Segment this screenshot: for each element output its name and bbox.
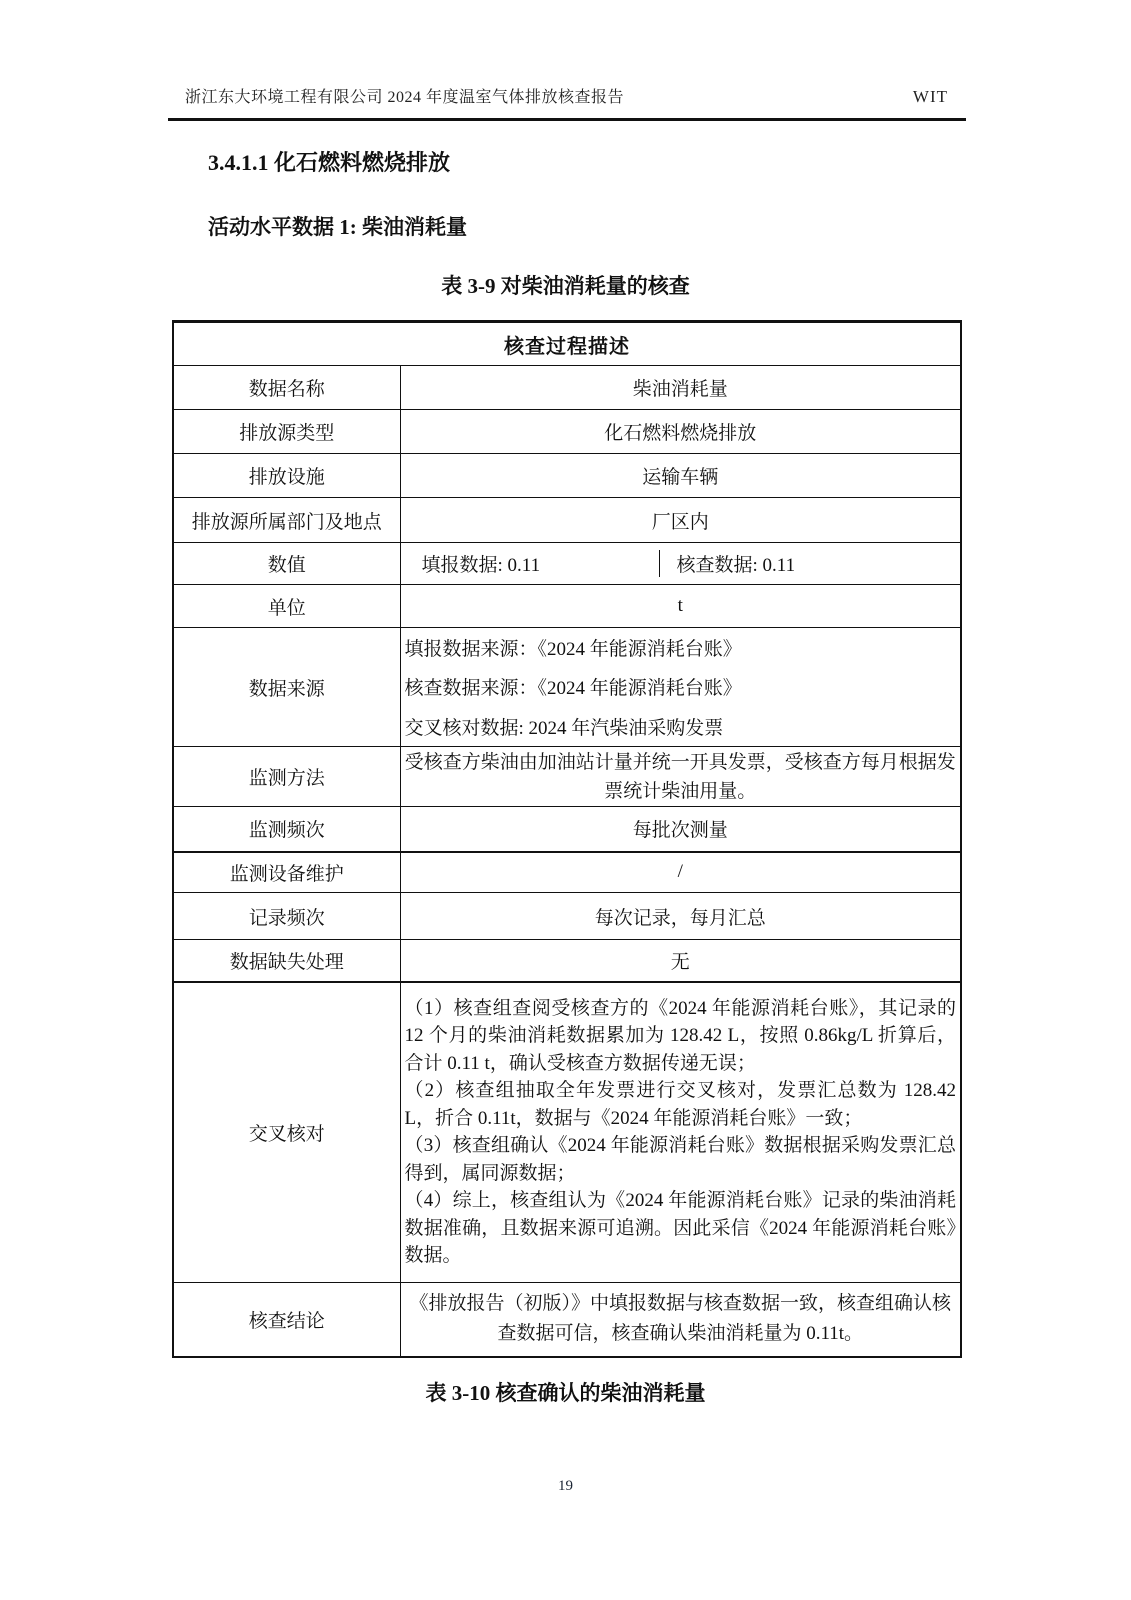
conclusion-cell: 《排放报告（初版）》中填报数据与核查数据一致，核查组确认核查数据可信，核查确认柴油消耗量为 0.11t。 [400, 1283, 961, 1357]
wit-logo: WIT [912, 87, 948, 106]
row-value: 柴油消耗量 [400, 366, 961, 410]
table-row [173, 366, 961, 410]
row-label: 数据缺失处理 [173, 940, 400, 982]
row-label: 监测设备维护 [173, 852, 400, 893]
section-heading: 3.4.1.1 化石燃料燃烧排放 [208, 150, 451, 175]
running-header [168, 84, 966, 121]
row-value: / [400, 852, 961, 893]
row-label: 记录频次 [173, 893, 400, 940]
page-number: 19 [558, 1478, 573, 1494]
table-row-conclusion [173, 1283, 961, 1357]
cross-check-cell [400, 982, 961, 1283]
table-row [173, 585, 961, 628]
table-3-10-caption: 表 3-10 核查确认的柴油消耗量 [425, 1381, 706, 1405]
table-row-cross-check [173, 982, 961, 1283]
row-value: 运输车辆 [400, 454, 961, 498]
report-title: 浙江东大环境工程有限公司 2024 年度温室气体排放核查报告 [185, 89, 625, 106]
table-row [173, 893, 961, 940]
data-source-line: 交叉核对数据: 2024 年汽柴油采购发票 [404, 717, 724, 739]
cross-check-item: （1）核查组查阅受核查方的《2024 年能源消耗台账》，其记录的 12 个月的柴油消耗数据累加为 128.42 L，按照 0.86kg/L 折算后，合计 0.11 t，确认受核查方数据传递无误； [404, 997, 956, 1074]
cross-check-item: （3）核查组确认《2024 年能源消耗台账》数据根据采购发票汇总得到，属同源数据； [404, 1135, 956, 1184]
row-label: 单位 [173, 585, 400, 628]
row-label: 监测频次 [173, 807, 400, 852]
data-source-cell [400, 628, 961, 747]
data-source-line: 核查数据来源：《2024 年能源消耗台账》 [404, 678, 742, 700]
table-3-9-caption: 表 3-9 对柴油消耗量的核查 [441, 274, 690, 298]
activity-data-heading: 活动水平数据 1: 柴油消耗量 [208, 215, 467, 239]
row-label: 监测方法 [173, 747, 400, 807]
table-row [173, 940, 961, 982]
table-row [173, 852, 961, 893]
row-label: 数据来源 [173, 628, 400, 747]
table-row [173, 454, 961, 498]
cross-check-item: （4）综上，核查组认为《2024 年能源消耗台账》记录的柴油消耗数据准确，且数据来源可追溯。因此采信《2024 年能源消耗台账》数据。 [404, 1190, 956, 1267]
table-header-cell: 核查过程描述 [173, 322, 961, 366]
table-row [173, 498, 961, 543]
table-row-method [173, 747, 961, 807]
row-value: t [400, 585, 961, 628]
data-source-line: 填报数据来源：《2024 年能源消耗台账》 [404, 639, 742, 661]
row-label: 排放源所属部门及地点 [173, 498, 400, 543]
table-row-data-source [173, 628, 961, 747]
row-label: 排放设施 [173, 454, 400, 498]
row-label: 核查结论 [173, 1283, 400, 1357]
table-header-row [173, 322, 961, 366]
reported-value: 填报数据: 0.11 [405, 550, 660, 577]
row-value: 化石燃料燃烧排放 [400, 410, 961, 454]
monitoring-method-cell: 受核查方柴油由加油站计量并统一开具发票，受核查方每月根据发票统计柴油用量。 [400, 747, 961, 807]
row-value: 无 [400, 940, 961, 982]
row-label: 数值 [173, 543, 400, 585]
row-value: 每批次测量 [400, 807, 961, 852]
row-value: 厂区内 [400, 498, 961, 543]
table-row [173, 410, 961, 454]
cross-check-item: （2）核查组抽取全年发票进行交叉核对，发票汇总数为 128.42 L，折合 0.11t，数据与《2024 年能源消耗台账》一致； [404, 1080, 956, 1129]
row-label: 排放源类型 [173, 410, 400, 454]
table-row [173, 807, 961, 852]
row-label: 数据名称 [173, 366, 400, 410]
table-row-numeric [173, 543, 961, 585]
row-value: 每次记录，每月汇总 [400, 893, 961, 940]
verification-table [172, 320, 962, 1358]
row-label: 交叉核对 [173, 982, 400, 1283]
verified-value: 核查数据: 0.11 [676, 555, 796, 576]
numeric-values-cell [400, 543, 961, 585]
